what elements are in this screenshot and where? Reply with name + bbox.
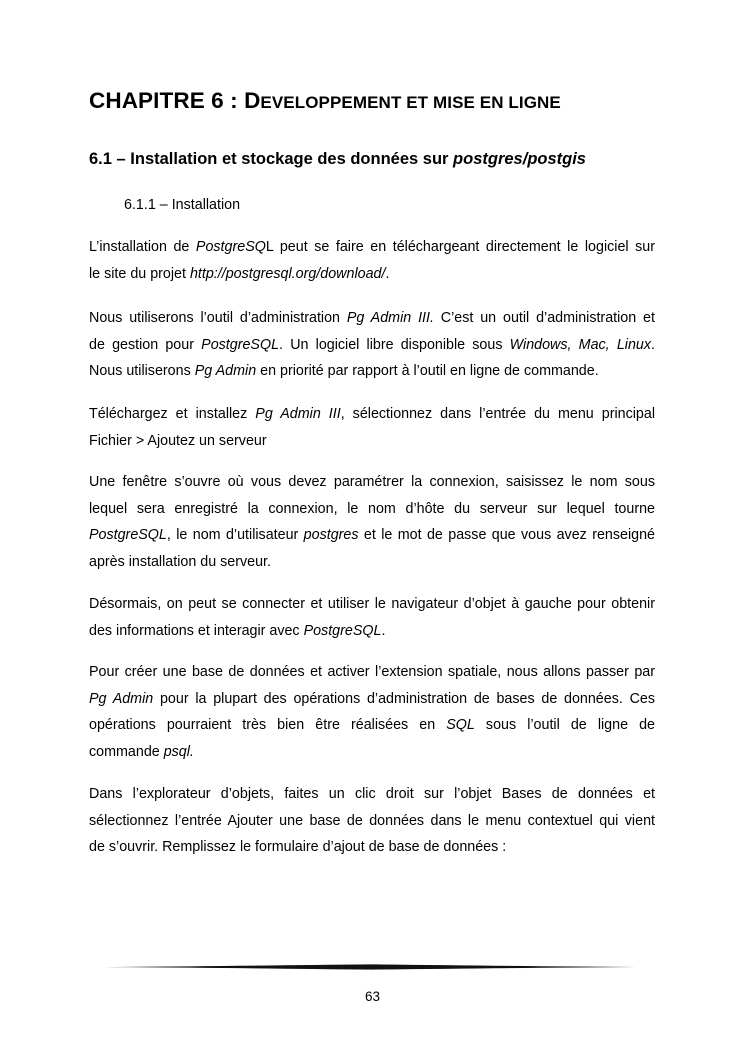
paragraph-line: Dans l’explorateur d’objets, faites un clic droit sur l’objet Bases de données et: [89, 786, 655, 802]
paragraph-line: L’installation de PostgreSQL peut se faire en téléchargeant directement le logiciel sur: [89, 239, 655, 255]
paragraph-create-database: [89, 659, 655, 765]
paragraph-line: après installation du serveur.: [89, 553, 271, 570]
paragraph-line: PostgreSQL, le nom d’utilisateur postgres et le mot de passe que vous avez renseigné: [89, 527, 655, 543]
paragraph-object-explorer: [89, 781, 655, 861]
paragraph-line: commande psql.: [89, 743, 194, 760]
paragraph-line: Nous utiliserons Pg Admin en priorité par rapport à l’outil en ligne de commande.: [89, 363, 599, 379]
paragraph-download: [89, 401, 655, 454]
paragraph-connection: [89, 469, 655, 575]
paragraph-line: sélectionnez l’entrée Ajouter une base de données dans le menu contextuel qui vient: [89, 812, 655, 829]
section-title: [89, 150, 586, 169]
paragraph-line: lequel sera enregistré la connexion, le nom d’hôte du serveur sur lequel tourne: [89, 500, 655, 517]
subsection-title: 6.1.1 – Installation: [124, 197, 241, 213]
chapter-title-smallcaps: EVELOPPEMENT ET MISE EN LIGNE: [260, 93, 561, 112]
paragraph-line: Pg Admin pour la plupart des opérations d’administration de bases de données. Ces: [89, 690, 656, 707]
paragraph-line: Nous utiliserons l’outil d’administration Pg Admin III. C’est un outil d’administration et: [89, 310, 655, 326]
paragraph-navigator: [89, 591, 655, 644]
paragraph-line: Une fenêtre s’ouvre où vous devez paramétrer la connexion, saisissez le nom sous: [89, 474, 655, 490]
section-title-text: 6.1 – Installation et stockage des données sur: [89, 150, 454, 168]
paragraph-line: Fichier > Ajoutez un serveur: [89, 432, 267, 449]
page-number: 63: [364, 989, 381, 1004]
chapter-title: [89, 88, 561, 114]
paragraph-installation: [89, 234, 655, 287]
paragraph-line: Téléchargez et installez Pg Admin III, sélectionnez dans l’entrée du menu principal: [89, 406, 656, 422]
section-title-italic: postgres/postgis: [453, 150, 586, 168]
chapter-title-prefix: CHAPITRE 6 : D: [89, 88, 261, 113]
paragraph-line: le site du projet http://postgresql.org/download/.: [89, 265, 390, 282]
footer-divider: [104, 963, 641, 971]
paragraph-line: de gestion pour PostgreSQL. Un logiciel libre disponible sous Windows, Mac, Linux.: [89, 336, 655, 353]
download-url: http://postgresql.org/download/: [189, 265, 386, 282]
paragraph-line: Pour créer une base de données et activer l’extension spatiale, nous allons passer par: [89, 664, 655, 680]
paragraph-line: de s’ouvrir. Remplissez le formulaire d’ajout de base de données :: [89, 839, 507, 855]
paragraph-line: Désormais, on peut se connecter et utiliser le navigateur d’objet à gauche pour obtenir: [89, 596, 655, 612]
paragraph-pgadmin: [89, 305, 655, 385]
paragraph-line: opérations pourraient très bien être réalisées en SQL sous l’outil de ligne de: [89, 717, 655, 733]
paragraph-line: des informations et interagir avec PostgreSQL.: [89, 622, 386, 639]
